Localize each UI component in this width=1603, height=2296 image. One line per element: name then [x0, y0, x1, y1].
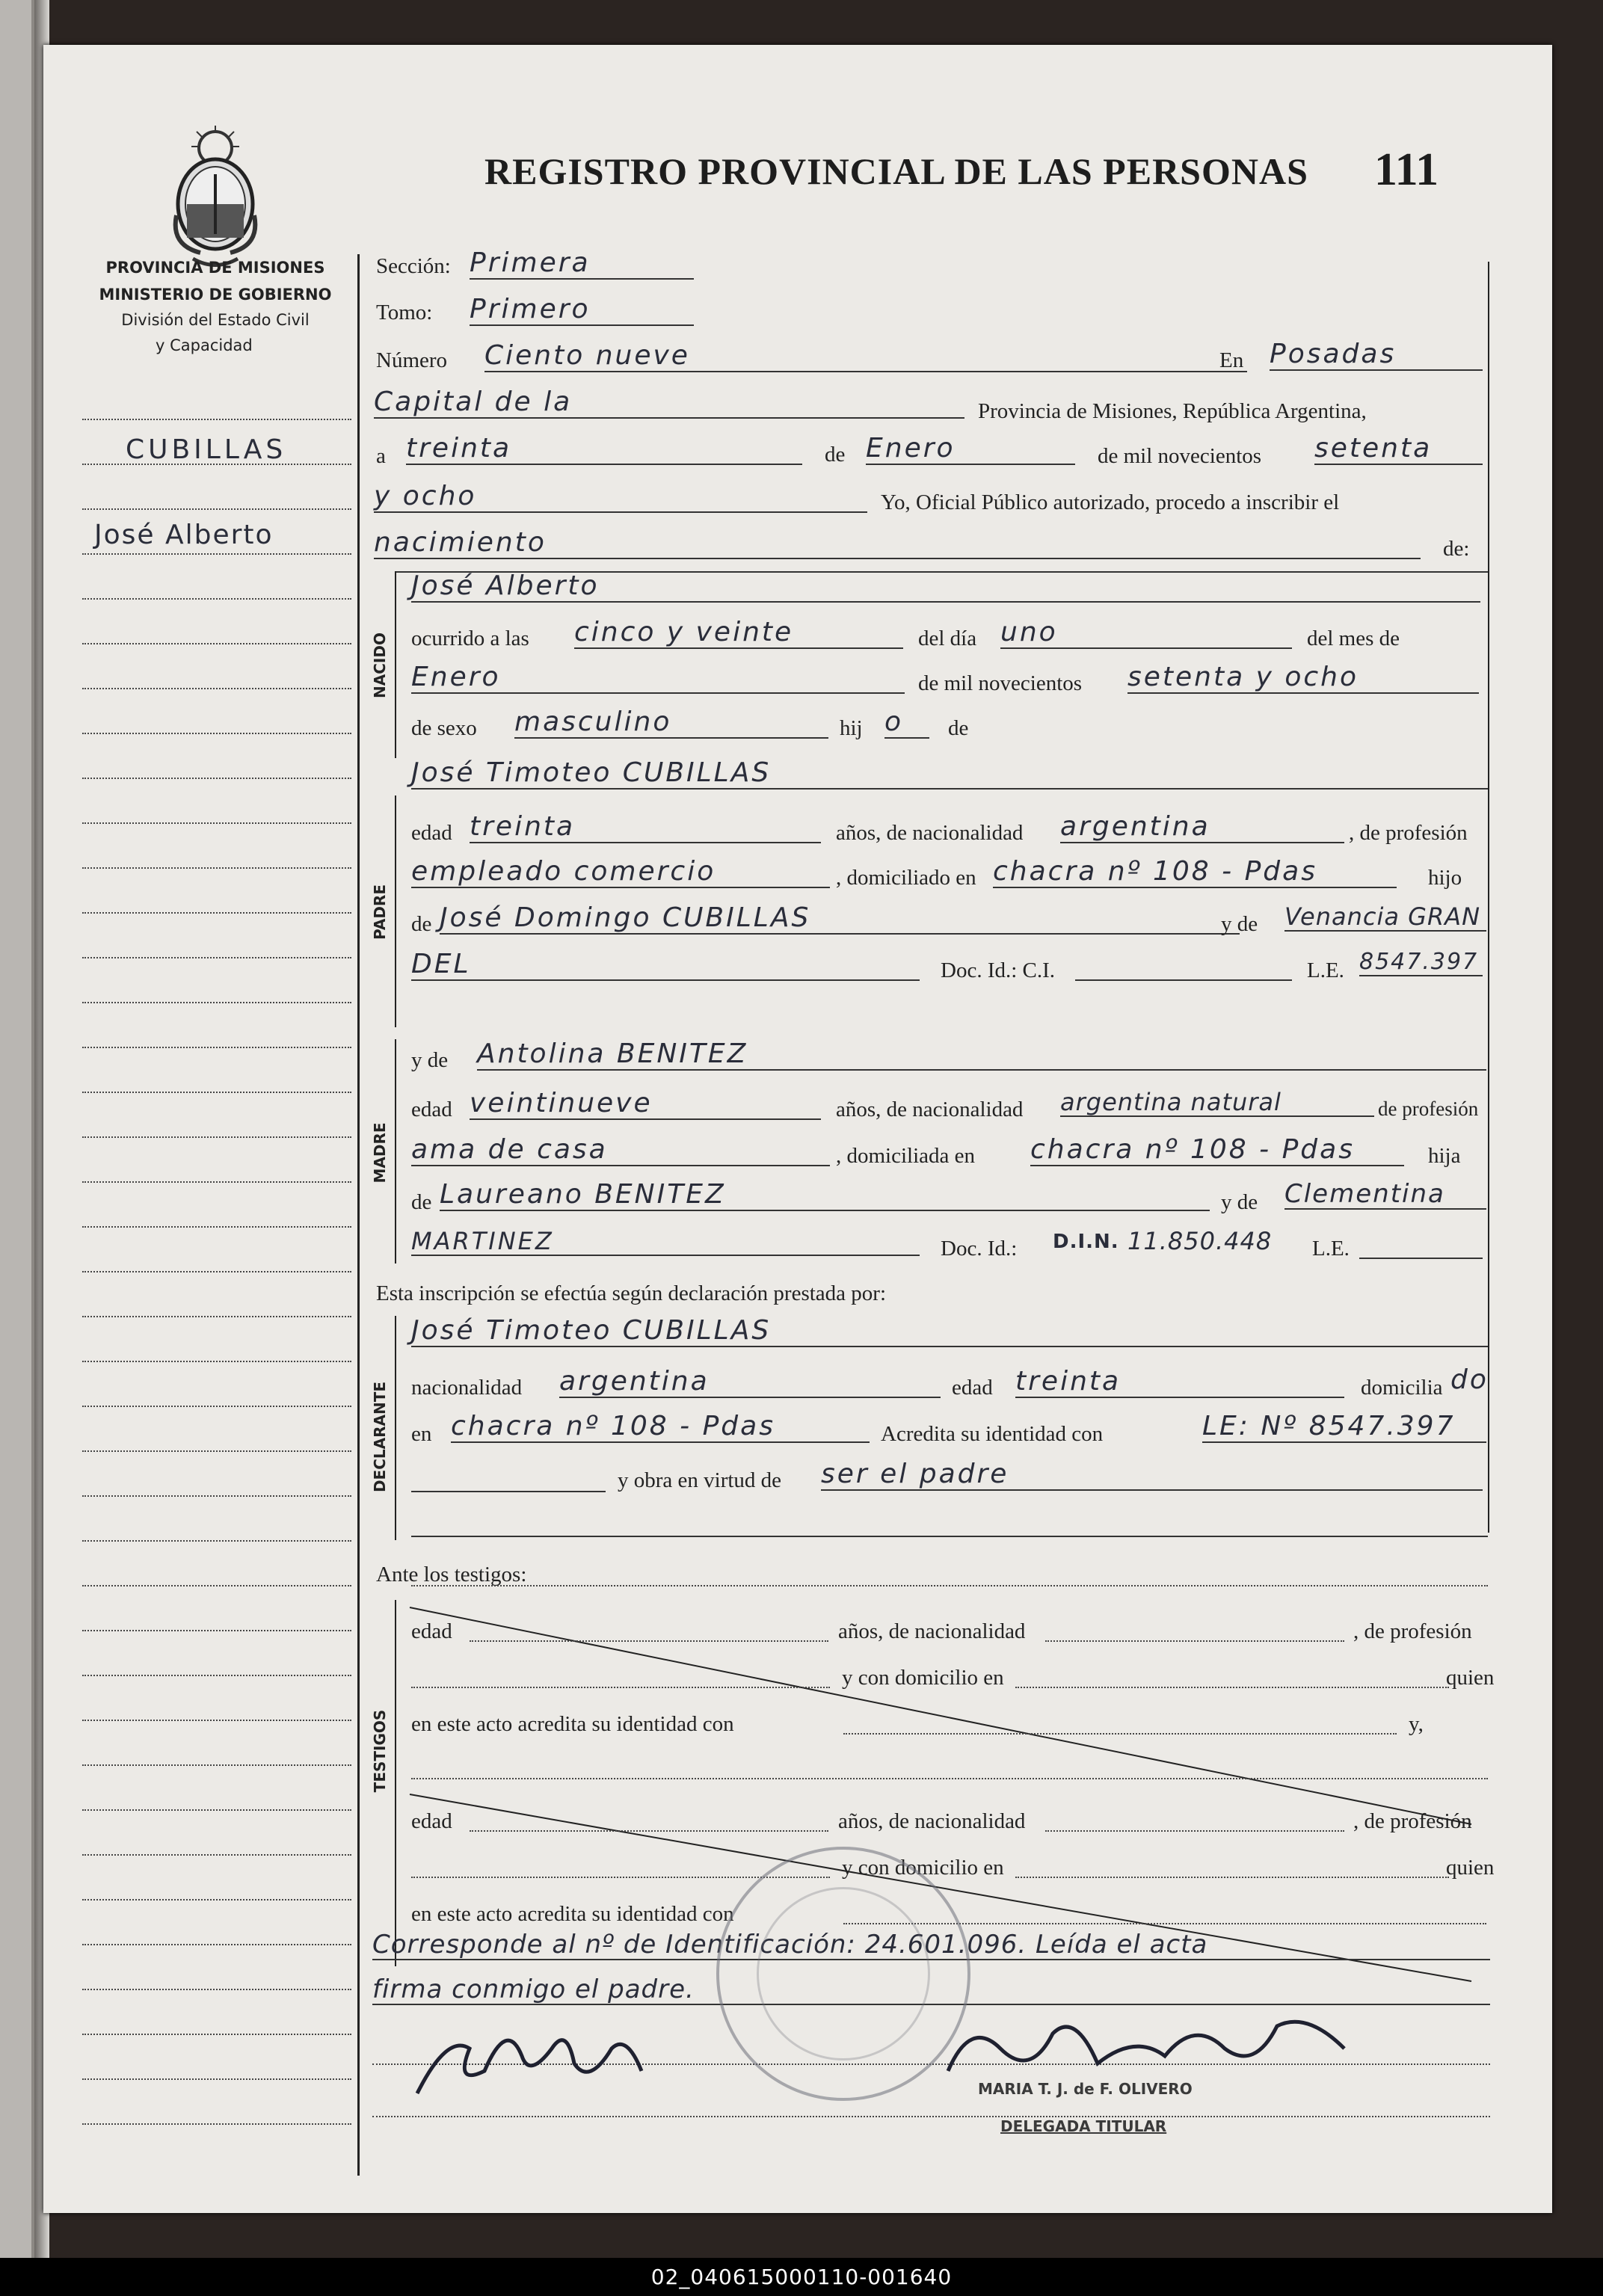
- padre-nac-label: años, de nacionalidad: [836, 821, 1024, 845]
- testigo2-dom-line: [1015, 1877, 1449, 1878]
- margin-writing-line: [82, 1450, 351, 1452]
- padre-section-label: PADRE: [371, 884, 389, 940]
- declarant-signature: [402, 2004, 671, 2108]
- margin-writing-line: [82, 643, 351, 644]
- margin-writing-line: [82, 1136, 351, 1138]
- margin-writing-line: [82, 419, 351, 420]
- margin-writing-line: [82, 1047, 351, 1048]
- de-colon-label: de:: [1443, 537, 1470, 561]
- madre-nac-label: años, de nacionalidad: [836, 1098, 1024, 1121]
- seccion-value: Primera: [470, 250, 694, 280]
- margin-writing-line: [82, 1720, 351, 1721]
- madre-hija-label: hija: [1428, 1144, 1461, 1168]
- en-label: En: [1219, 348, 1244, 372]
- anio2-value: y ocho: [374, 483, 867, 513]
- margin-writing-line: [82, 822, 351, 824]
- del-dia-label: del día: [918, 627, 977, 650]
- madre-section-label: MADRE: [371, 1122, 389, 1184]
- margin-writing-line: [82, 508, 351, 510]
- testigo1-nac-label: años, de nacionalidad: [838, 1619, 1026, 1643]
- testigo2-name-line: [411, 1778, 1488, 1779]
- testigo2-prof-label: , de profesión: [1353, 1809, 1472, 1833]
- margin-rule: [357, 254, 360, 2176]
- hij-value: o: [884, 709, 929, 739]
- right-rule: [1488, 262, 1489, 1533]
- madre-edad-value: veintinueve: [470, 1090, 821, 1120]
- padre-hijo-label: hijo: [1428, 866, 1462, 890]
- margin-writing-line: [82, 1406, 351, 1407]
- de-label: de: [825, 443, 846, 467]
- margin-writing-line: [82, 1809, 351, 1811]
- declarante-section-label: DECLARANTE: [371, 1381, 389, 1493]
- office-line-1: PROVINCIA DE MISIONES: [105, 259, 325, 277]
- margin-writing-line: [82, 1181, 351, 1183]
- madre-yde-label: y de: [411, 1048, 449, 1072]
- nacido-mil-label: de mil novecientos: [918, 671, 1083, 695]
- nacido-de-label: de: [948, 716, 969, 740]
- declarante-nac-label: nacionalidad: [411, 1376, 523, 1400]
- testigo1-prof-line: [411, 1687, 830, 1688]
- padre-madre-de: Venancia GRAN: [1284, 905, 1486, 932]
- margin-writing-line: [82, 1944, 351, 1945]
- testigo2-quien-label: quien: [1446, 1856, 1495, 1880]
- document-page: [43, 45, 1552, 2213]
- padre-doc-value: 8547.397: [1359, 951, 1483, 976]
- declarante-bracket: [395, 1316, 396, 1540]
- declarante-edad-label: edad: [952, 1376, 993, 1400]
- declarante-en-label: en: [411, 1422, 432, 1446]
- margin-writing-line: [82, 778, 351, 779]
- padre-ci-line: [1075, 979, 1292, 981]
- margin-writing-line: [82, 598, 351, 600]
- madre-nacionalidad: argentina natural: [1060, 1090, 1374, 1117]
- madre-edad-label: edad: [411, 1098, 452, 1121]
- tomo-label: Tomo:: [376, 301, 433, 324]
- madre-nombre: Antolina BENITEZ: [477, 1041, 1486, 1071]
- dia-value: treinta: [406, 435, 802, 465]
- testigo1-acredita-label: en este acto acredita su identidad con: [411, 1712, 734, 1736]
- margin-writing-line: [82, 1989, 351, 1990]
- declarante-domicilio: chacra nº 108 - Pdas: [451, 1413, 870, 1443]
- mil-label: de mil novecientos: [1098, 444, 1262, 468]
- margin-writing-line: [82, 1764, 351, 1766]
- margin-writing-line: [82, 2034, 351, 2035]
- testigo2-acredita-label: en este acto acredita su identidad con: [411, 1902, 734, 1926]
- madre-le-line: [1359, 1258, 1483, 1259]
- margin-writing-line: [82, 733, 351, 734]
- madre-domicilio: chacra nº 108 - Pdas: [1030, 1136, 1404, 1166]
- testigo1-y-label: y,: [1409, 1712, 1424, 1736]
- nacido-mes-value: Enero: [411, 664, 905, 694]
- testigo1-dom-label: y con domicilio en: [842, 1666, 1004, 1690]
- padre-bracket: [395, 795, 396, 1027]
- nacido-nombre: José Alberto: [411, 573, 1480, 603]
- office-line-4: y Capacidad: [156, 336, 253, 354]
- madre-profesion: ama de casa: [411, 1136, 830, 1166]
- coat-of-arms-icon: [170, 126, 260, 275]
- sexo-label: de sexo: [411, 716, 477, 740]
- margin-writing-line: [82, 2123, 351, 2125]
- anio1-value: setenta: [1314, 435, 1483, 465]
- margin-writing-line: [82, 1226, 351, 1228]
- acto-value: nacimiento: [374, 529, 1421, 559]
- numero-label: Número: [376, 348, 448, 372]
- padre-domicilio: chacra nº 108 - Pdas: [993, 858, 1397, 888]
- oficial-name: MARIA T. J. de F. OLIVERO: [978, 2080, 1193, 2098]
- testigo1-acredita-line: [843, 1733, 1397, 1735]
- office-line-3: División del Estado Civil: [121, 311, 310, 329]
- declarante-obra-blank: [411, 1491, 606, 1492]
- declarante-edad-value: treinta: [1015, 1368, 1344, 1398]
- margin-writing-line: [82, 912, 351, 914]
- margin-surname: CUBILLAS: [126, 434, 287, 465]
- oficial-cargo: DELEGADA TITULAR: [1000, 2117, 1167, 2135]
- testigo1-prof-label: , de profesión: [1353, 1619, 1472, 1643]
- margin-writing-line: [82, 2078, 351, 2080]
- testigos-section-label: TESTIGOS: [371, 1709, 389, 1793]
- testigo1-quien-label: quien: [1446, 1666, 1495, 1690]
- declaracion-label: Esta inscripción se efectúa según declaración prestada por:: [376, 1281, 887, 1305]
- office-line-2: MINISTERIO DE GOBIERNO: [99, 286, 332, 304]
- a-label: a: [376, 444, 386, 468]
- margin-writing-line: [82, 1630, 351, 1631]
- margin-writing-line: [82, 1092, 351, 1093]
- declarante-acredita-label: Acredita su identidad con: [881, 1422, 1104, 1446]
- margin-writing-line: [82, 1002, 351, 1003]
- margin-writing-line: [82, 1540, 351, 1542]
- hij-label: hij: [840, 716, 863, 740]
- margin-writing-line: [82, 688, 351, 689]
- testigo2-nac-label: años, de nacionalidad: [838, 1809, 1026, 1833]
- nacido-bracket: [395, 571, 396, 758]
- padre-edad-label: edad: [411, 821, 452, 845]
- margin-writing-line: [82, 1271, 351, 1272]
- hora-value: cinco y veinte: [574, 619, 903, 649]
- testigo1-edad-label: edad: [411, 1619, 452, 1643]
- nota-line-2: firma conmigo el padre.: [372, 1977, 1490, 2005]
- tomo-value: Primero: [470, 296, 694, 326]
- margin-writing-line: [82, 957, 351, 958]
- declarante-nacionalidad: argentina: [559, 1368, 941, 1398]
- official-stamp-inner: [757, 1887, 930, 2060]
- margin-writing-line: [82, 1316, 351, 1317]
- testigo1-dom-line: [1015, 1687, 1449, 1688]
- padre-nombre: José Timoteo CUBILLAS: [411, 760, 1488, 790]
- ante-testigos-label: Ante los testigos:: [376, 1563, 527, 1586]
- margin-writing-line: [82, 1899, 351, 1900]
- official-stamp: [716, 1847, 970, 2101]
- nacido-section-label: NACIDO: [371, 633, 389, 698]
- yo-label: Yo, Oficial Público autorizado, procedo a inscribir el: [881, 490, 1340, 514]
- declarante-nombre: José Timoteo CUBILLAS: [411, 1317, 1488, 1347]
- madre-yde2-label: y de: [1221, 1190, 1258, 1214]
- nota-line-1: Corresponde al nº de Identificación: 24.601.096. Leída el acta: [372, 1932, 1490, 1960]
- margin-writing-line: [82, 1675, 351, 1676]
- padre-yde-label: y de: [1221, 912, 1258, 936]
- margin-writing-line: [82, 553, 351, 555]
- margin-given-names: José Alberto: [94, 520, 274, 550]
- madre-madre-de: Clementina: [1284, 1181, 1486, 1210]
- testigo2-nac-line: [1045, 1830, 1344, 1832]
- madre-doc-type: D.I.N.: [1053, 1231, 1119, 1253]
- padre-doc-label: Doc. Id.: C.I.: [941, 958, 1056, 982]
- declarante-dom-suffix: do: [1450, 1364, 1489, 1395]
- padre-de-label: de: [411, 912, 432, 936]
- ocurrido-label: ocurrido a las: [411, 627, 529, 650]
- nacido-dia-value: uno: [1000, 619, 1292, 649]
- declarante-dom-label: domicilia: [1361, 1376, 1443, 1400]
- margin-writing-line: [82, 1854, 351, 1856]
- declarante-obra-value: ser el padre: [821, 1461, 1483, 1491]
- margin-writing-line: [82, 1495, 351, 1497]
- nota-line-4: [372, 2116, 1490, 2117]
- padre-nacionalidad: argentina: [1060, 813, 1344, 843]
- madre-le-label: L.E.: [1312, 1237, 1350, 1261]
- madre-dom-label: , domiciliada en: [836, 1144, 976, 1168]
- madre-de-label: de: [411, 1190, 432, 1214]
- image-code-footer: 02_040615000110-001640: [0, 2258, 1603, 2296]
- nacido-anio-value: setenta y ocho: [1127, 664, 1479, 694]
- seccion-label: Sección:: [376, 254, 451, 278]
- sexo-value: masculino: [514, 709, 828, 739]
- testigo1-name-line: [411, 1585, 1488, 1586]
- madre-madre-de-2: MARTINEZ: [411, 1229, 920, 1256]
- madre-prof-label: de profesión: [1378, 1098, 1479, 1120]
- padre-prof-label: , de profesión: [1349, 821, 1468, 845]
- padre-profesion: empleado comercio: [411, 858, 830, 888]
- margin-writing-line: [82, 1585, 351, 1586]
- en-value: Posadas: [1270, 341, 1483, 371]
- margin-writing-line: [82, 867, 351, 869]
- book-binding: [0, 0, 34, 2258]
- capital-value: Capital de la: [374, 389, 964, 419]
- madre-bracket: [395, 1039, 396, 1264]
- padre-dom-label: , domiciliado en: [836, 866, 976, 890]
- testigo1-nac-line: [1045, 1640, 1344, 1642]
- mes-value: Enero: [866, 435, 1075, 465]
- testigo2-dom-label: y con domicilio en: [842, 1856, 1004, 1880]
- madre-doc-value: 11.850.448: [1127, 1227, 1273, 1255]
- numero-value: Ciento nueve: [484, 342, 1247, 372]
- padre-madre-de-2: DEL: [411, 951, 920, 981]
- del-mes-label: del mes de: [1307, 627, 1400, 650]
- testigo2-edad-line: [470, 1830, 828, 1832]
- declarante-bottom-line: [411, 1536, 1488, 1537]
- declarante-obra-label: y obra en virtud de: [618, 1468, 782, 1492]
- provincia-label: Provincia de Misiones, República Argentina,: [978, 399, 1367, 423]
- padre-edad-value: treinta: [470, 813, 821, 843]
- madre-doc-label: Doc. Id.:: [941, 1237, 1018, 1261]
- padre-le-label: L.E.: [1307, 958, 1344, 982]
- padre-padre-de: José Domingo CUBILLAS: [440, 905, 1240, 935]
- page-number: 111: [1374, 144, 1439, 195]
- testigo2-edad-label: edad: [411, 1809, 452, 1833]
- testigo1-edad-line: [470, 1640, 828, 1642]
- document-title: REGISTRO PROVINCIAL DE LAS PERSONAS: [484, 150, 1308, 192]
- declarante-documento: LE: Nº 8547.397: [1202, 1413, 1486, 1443]
- margin-writing-line: [82, 1361, 351, 1362]
- madre-padre-de: Laureano BENITEZ: [440, 1181, 1210, 1211]
